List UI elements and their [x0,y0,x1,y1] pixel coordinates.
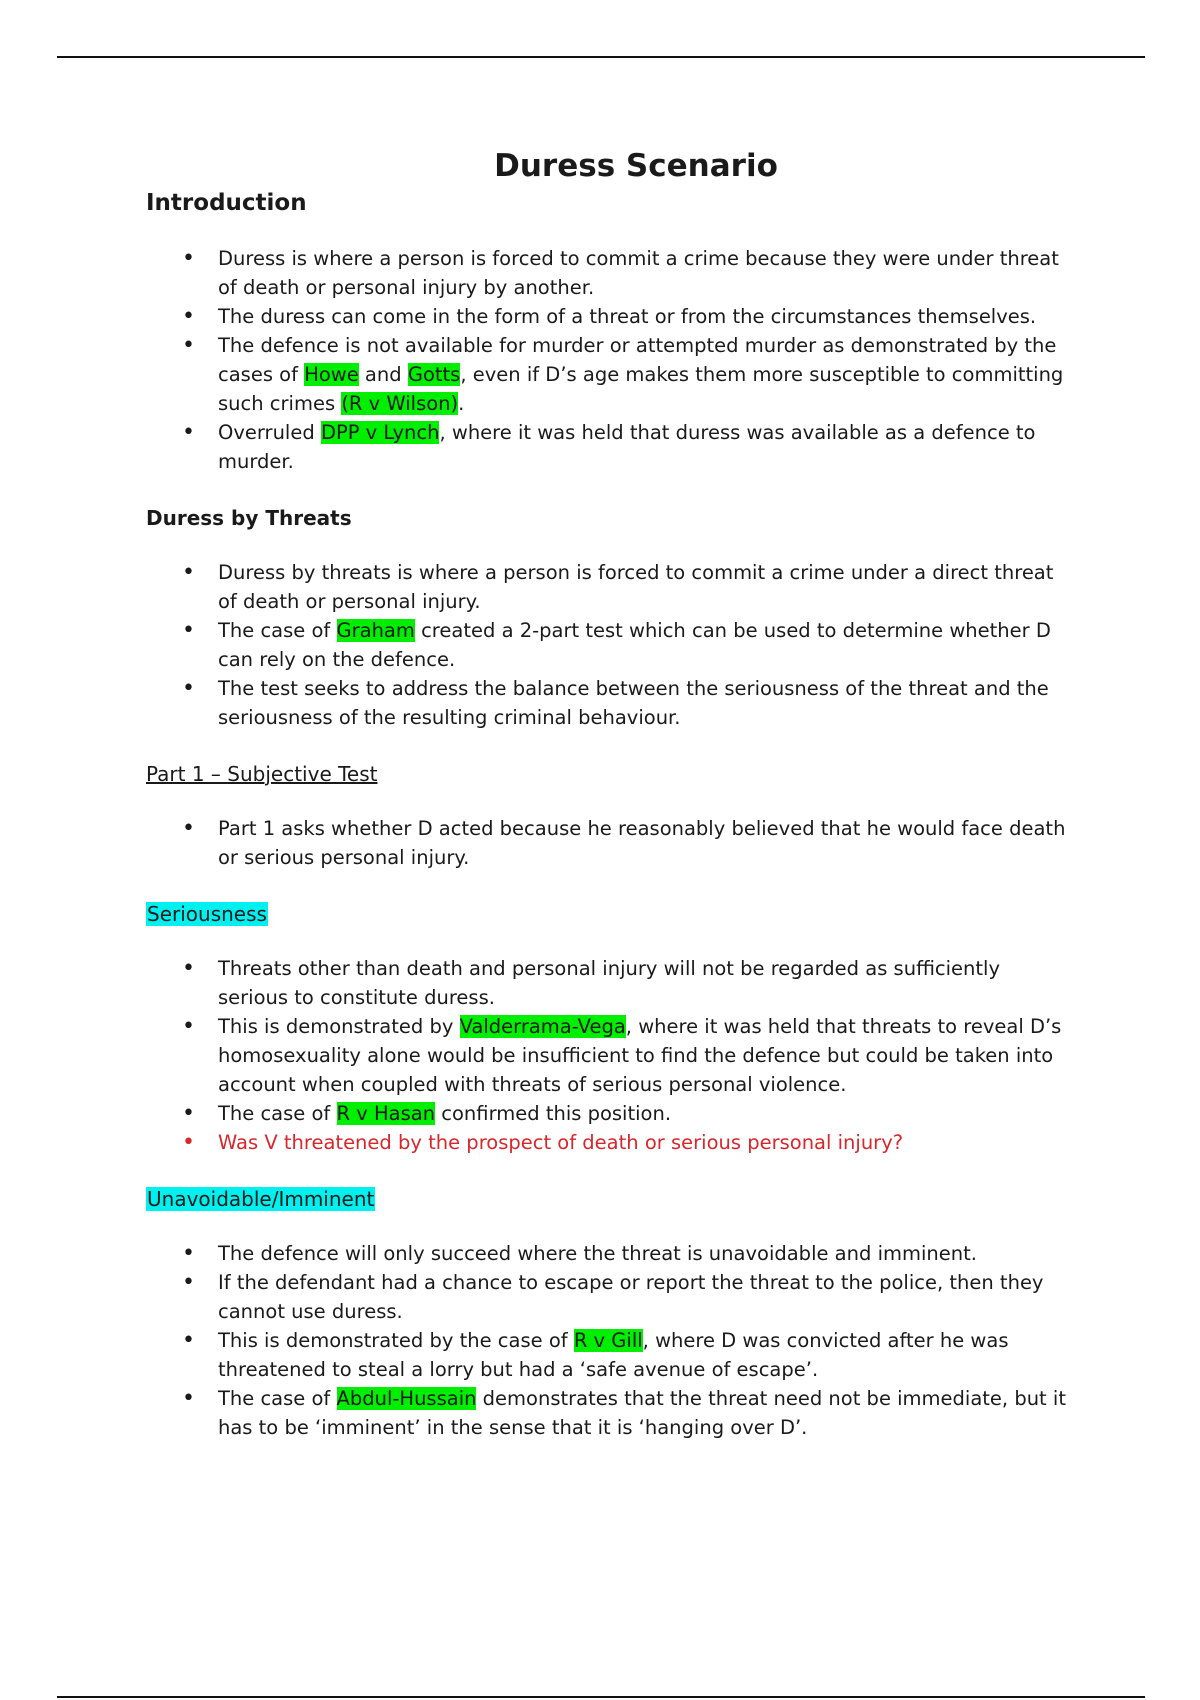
list-item [146,1384,1066,1442]
threats-list [146,558,1066,732]
text: , where it was held that threats to reveal D’s homosexuality alone would be insufficient to find the defence but could be taken into account when coupled with threats of serious personal violence. [218,1015,1062,1096]
text: created a 2-part test which can be used to determine whether D can rely on the defence. [218,619,1051,671]
text: This is demonstrated by the case of [218,1329,574,1352]
page-top-rule [57,56,1145,58]
text: and [358,363,408,386]
list-item: • If the defendant had a chance to escape or report the threat to the police, then they cannot use duress. [146,1268,1066,1326]
text: , where D was convicted after he was threatened to steal a lorry but had a ‘safe avenue of escape’. [218,1329,1009,1381]
introduction-heading: Introduction [146,190,307,216]
list-item [146,616,1066,674]
document-body [146,148,1066,1442]
text: , where it was held that duress was available as a defence to murder. [218,421,1036,473]
case-highlight: R v Hasan [336,1102,436,1125]
text: , even if D’s age makes them more susceptible to committing such crimes [218,363,1064,415]
seriousness-list [146,954,1066,1157]
case-highlight: Abdul-Hussain [336,1387,477,1410]
list-item: • The defence will only succeed where the threat is unavoidable and imminent. [146,1239,1066,1268]
text: The case of [218,1387,337,1410]
list-item: • Duress by threats is where a person is forced to commit a crime under a direct threat of death or personal injury. [146,558,1066,616]
page-title: Duress Scenario [494,148,778,184]
text: confirmed this position. [435,1102,672,1125]
case-highlight: R v Gill [573,1329,643,1352]
introduction-list [146,244,1066,476]
case-highlight: Valderrama-Vega [459,1015,626,1038]
list-item: • Duress is where a person is forced to commit a crime because they were under threat of death or personal injury by another. [146,244,1066,302]
list-item [146,1012,1066,1099]
page-bottom-rule [57,1696,1145,1698]
list-item: • The test seeks to address the balance between the seriousness of the threat and the seriousness of the resulting criminal behaviour. [146,674,1066,732]
text: The case of [218,619,337,642]
text: The defence is not available for murder or attempted murder as demonstrated by the cases of [218,334,1057,386]
list-item [146,1326,1066,1384]
case-highlight: DPP v Lynch [320,421,440,444]
unavoidable-imminent-heading: Unavoidable/Imminent [147,1187,375,1211]
case-highlight: Howe [304,363,359,386]
text: Overruled [218,421,321,444]
case-highlight: (R v Wilson) [341,392,459,415]
list-item: • Threats other than death and personal injury will not be regarded as sufficiently serious to constitute duress. [146,954,1066,1012]
duress-by-threats-heading: Duress by Threats [146,506,352,530]
text: demonstrates that the threat need not be immediate, but it has to be ‘imminent’ in the sense that it is ‘hanging over D’. [218,1387,1066,1439]
case-highlight: Graham [336,619,415,642]
seriousness-heading: Seriousness [147,902,267,926]
text: This is demonstrated by [218,1015,460,1038]
part1-list [146,814,1066,872]
imminent-list [146,1239,1066,1442]
part1-heading: Part 1 – Subjective Test [146,762,378,786]
text: . [458,392,465,415]
list-item [146,418,1066,476]
list-item: • Part 1 asks whether D acted because he reasonably believed that he would face death or serious personal injury. [146,814,1066,872]
question-item: • Was V threatened by the prospect of death or serious personal injury? [146,1128,1066,1157]
case-highlight: Gotts [407,363,461,386]
list-item [146,1099,1066,1128]
text: The case of [218,1102,337,1125]
list-item [146,331,1066,418]
list-item: • The duress can come in the form of a threat or from the circumstances themselves. [146,302,1066,331]
